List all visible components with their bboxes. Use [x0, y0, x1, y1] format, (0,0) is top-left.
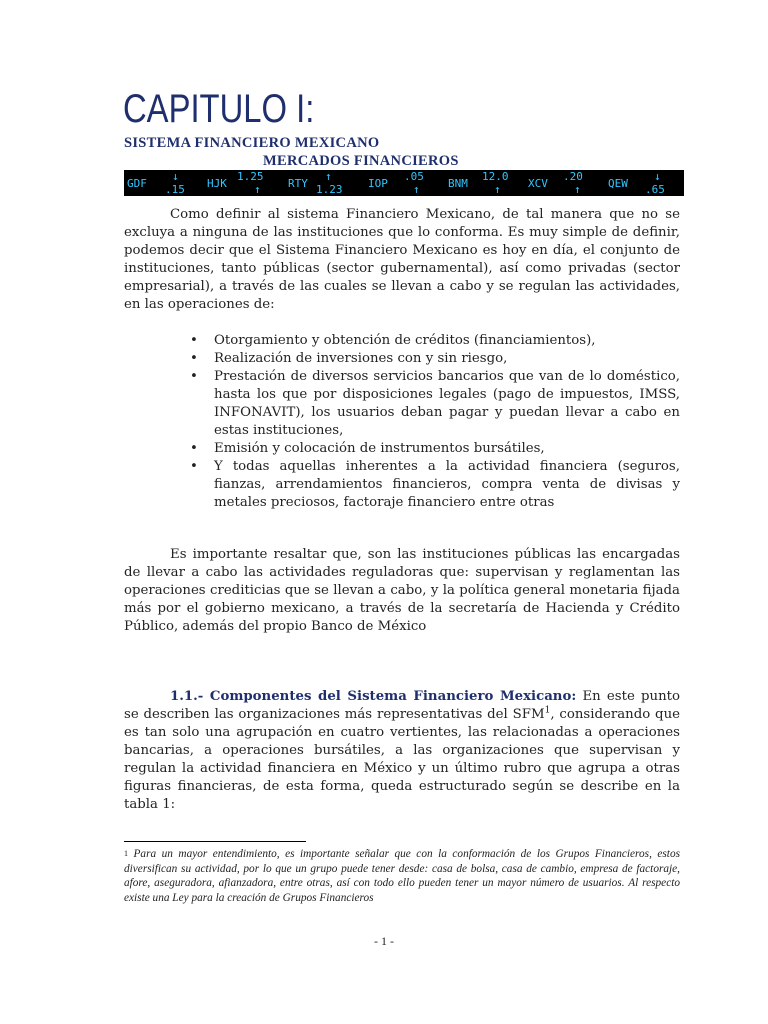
- list-item: [190, 332, 680, 350]
- footnote-text: Para un mayor entendimiento, es importante señalar que con la conformación de los Grupos Financieros, estos diversifican su actividad, por lo que un grupo puede tener desde: casa de bolsa, casa de cambio, empresa de factoraje, afore, aseguradora, afianzadora, entre otras, así con todo ello pueden tener un mayor número de usuarios. Al respecto existe una Ley para la creación de Grupos Financieros: [124, 848, 680, 904]
- list-item-text: Emisión y colocación de instrumentos bursátiles,: [214, 441, 545, 456]
- list-item: [190, 440, 680, 458]
- ticker-symbol: BNM: [448, 177, 468, 190]
- ticker-symbol: QEW: [608, 177, 628, 190]
- arrow-up-icon: ↑: [413, 183, 420, 196]
- footnote-mark: 1: [124, 849, 128, 858]
- ticker-symbol: RTY: [288, 177, 308, 190]
- arrow-down-icon: ↓: [654, 170, 661, 183]
- list-item-text: Otorgamiento y obtención de créditos (financiamientos),: [214, 333, 596, 348]
- operations-list: [190, 332, 680, 512]
- page-number: - 1 -: [374, 934, 394, 948]
- section-heading: 1.1.- Componentes del Sistema Financiero Mexicano:: [170, 689, 577, 704]
- bullet-icon: •: [190, 333, 198, 348]
- ticker-value: .05: [404, 170, 424, 183]
- bullet-icon: •: [190, 459, 198, 474]
- footnote-reference: 1: [544, 705, 551, 716]
- list-item: [190, 350, 680, 368]
- ticker-symbol: IOP: [368, 177, 388, 190]
- list-item: [190, 458, 680, 512]
- arrow-up-icon: ↑: [574, 183, 581, 196]
- regulation-paragraph: Es importante resaltar que, son las instituciones públicas las encargadas de llevar a cabo las actividades reguladoras que: supervisan y reglamentan las operaciones crediticias que se llevan a cabo, y la política general monetaria fijada más por el gobierno mexicano, a través de la secretaría de Hacienda y Crédito Público, además del propio Banco de México: [124, 547, 680, 634]
- arrow-down-icon: ↓: [172, 170, 179, 183]
- intro-paragraph: Como definir al sistema Financiero Mexicano, de tal manera que no se excluya a ninguna de las instituciones que lo conforma. Es muy simple de definir, podemos decir que el Sistema Financiero Mexicano es hoy en día, el conjunto de instituciones, tanto públicas (sector gubernamental), así como privadas (sector empresarial), a través de las cuales se llevan a cabo y se regulan las actividades, en las operaciones de:: [124, 207, 680, 312]
- ticker-value: .15: [165, 183, 185, 196]
- list-item-text: Y todas aquellas inherentes a la actividad financiera (seguros, fianzas, arrendamientos financieros, compra venta de divisas y metales preciosos, factoraje financiero entre otras: [214, 459, 680, 510]
- components-text-start: En este punto se describen las organizaciones más representativas del SFM: [124, 689, 680, 722]
- chapter-title: CAPITULO I:: [123, 87, 315, 131]
- ticker-value: .20: [563, 170, 583, 183]
- arrow-up-icon: ↑: [254, 183, 261, 196]
- arrow-up-icon: ↑: [494, 183, 501, 196]
- stock-ticker-banner: [124, 170, 684, 196]
- list-item-text: Prestación de diversos servicios bancarios que van de lo doméstico, hasta los que por disposiciones legales (pago de impuestos, IMSS, INFONAVIT), los usuarios deban pagar y puedan llevar a cabo en estas instituciones,: [214, 369, 680, 438]
- section-subtitle: SISTEMA FINANCIERO MEXICANO: [124, 135, 380, 151]
- ticker-value: .65: [645, 183, 665, 196]
- ticker-value: 1.25: [237, 170, 264, 183]
- footnote-divider: [124, 841, 306, 842]
- components-text-end: , considerando que es tan solo una agrupación en cuatro vertientes, las relacionadas a operaciones bancarias, a operaciones bursátiles, a las organizaciones que supervisan y regulan la actividad financiera en México y un último rubro que agrupa a otras figuras financieras, de esta forma, queda estructurado según se describe en la tabla 1:: [124, 707, 680, 812]
- list-item-text: Realización de inversiones con y sin riesgo,: [214, 351, 508, 366]
- list-item: [190, 368, 680, 440]
- section-subtitle-secondary: MERCADOS FINANCIEROS: [263, 153, 459, 169]
- bullet-icon: •: [190, 441, 198, 456]
- footnote: [124, 847, 680, 905]
- arrow-up-icon: ↑: [325, 170, 332, 183]
- ticker-value: 12.0: [482, 170, 509, 183]
- components-paragraph: [124, 688, 680, 814]
- ticker-symbol: GDF: [127, 177, 147, 190]
- ticker-symbol: XCV: [528, 177, 548, 190]
- ticker-symbol: HJK: [207, 177, 227, 190]
- ticker-value: 1.23: [316, 183, 343, 196]
- bullet-icon: •: [190, 351, 198, 366]
- bullet-icon: •: [190, 369, 198, 384]
